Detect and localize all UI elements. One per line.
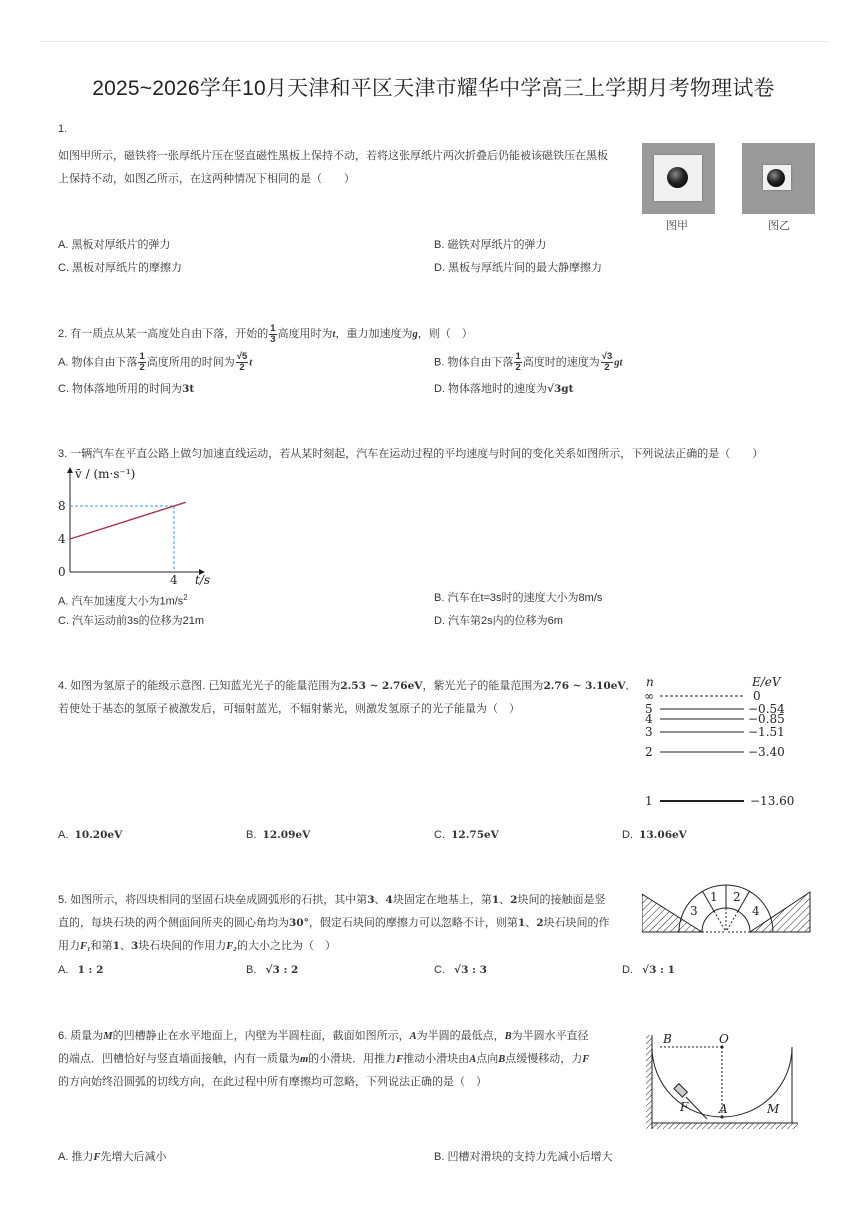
chart-ytick-4: 4 xyxy=(58,532,66,546)
q1-caption-a: 图甲 xyxy=(666,220,688,232)
header-rule xyxy=(40,41,827,42)
level-e-2: −3.40 xyxy=(748,745,785,759)
chart-series-line xyxy=(70,502,186,539)
q6-stem: 6. 质量为M的凹槽静止在水平地面上，内壁为半圆柱面，截面如图所示，A为半圆的最低点，B为半圆水平直径 的端点．凹槽恰好与竖直墙面接触，内有一质量为m的小滑块．用推力F推动小滑块由A点向B点缓慢移动，力F 的方向始终沿圆弧的切线方向，在此过程中所有摩擦均可忽略，下列说法正确的是（ ） xyxy=(58,1030,590,1088)
level-e-5: −0.54 xyxy=(748,702,785,716)
q1-stem-line1: 如图甲所示，磁铁将一张厚纸片压在竖直磁性黑板上保持不动，若将这张厚纸片两次折叠后仍能被该磁铁压在黑板 xyxy=(58,150,608,162)
q3-option-a[interactable]: A. 汽车加速度大小为$1m/s^2$ xyxy=(58,593,188,608)
chart-ytick-8: 8 xyxy=(58,499,66,513)
level-n-inf: ∞ xyxy=(644,689,654,703)
q5-stem: 5. 如图所示，将四块相同的坚固石块垒成圆弧形的石拱，其中第3、4块固定在地基上，第1、2块间的接触面是竖 直的，每块石块的两个侧面间所夹的圆心角均为30°，假定石块间的摩擦力可以忽略不计，则第1、2块石块间的作 用力F₁和第1、3块石块间的作用力F₂的大小之比为（ ） xyxy=(58,894,610,952)
q4-energy-level-diagram xyxy=(640,672,800,812)
stone-label-3: 3 xyxy=(690,904,698,918)
label-A: A xyxy=(719,1102,728,1116)
label-M: M xyxy=(767,1102,780,1116)
q3-velocity-chart xyxy=(54,462,224,588)
q1-option-a[interactable]: A. 黑板对厚纸片的弹力 xyxy=(58,239,171,251)
q5-option-a[interactable]: A. 1 : 2 xyxy=(58,964,104,976)
q2-option-b[interactable]: B. 物体自由下落 $\frac{1}{2}$ 高度时的速度为 $\frac{√3}{2}$ gt xyxy=(434,351,623,373)
wall-hatch xyxy=(646,1035,652,1129)
q3-option-b[interactable]: B. 汽车在t=3s时的速度大小为8m/s xyxy=(434,592,603,604)
level-e-header: E/eV xyxy=(752,675,781,689)
q1-option-d[interactable]: D. 黑板与厚纸片间的最大静摩擦力 xyxy=(434,262,603,274)
level-n-2: 2 xyxy=(645,745,653,759)
level-e-4: −0.85 xyxy=(748,712,785,726)
q4-stem: 4. 如图为氢原子的能级示意图. 已知蓝光光子的能量范围为2.53 ~ 2.76eV，紫光光子的能量范围为2.76 ~ 3.10eV, 若使处于基态的氢原子被激发后，可辐射蓝光，不辐射紫光，则激发氢原子的光子能量为（ ） xyxy=(58,680,629,715)
stone-label-2: 2 xyxy=(733,890,741,904)
chart-ytick-0: 0 xyxy=(58,565,66,579)
label-F: F xyxy=(680,1100,689,1114)
q4-option-c[interactable]: C. 12.75eV xyxy=(434,829,499,841)
chart-x-label: t/s xyxy=(195,573,211,587)
level-n-5: 5 xyxy=(645,702,653,716)
q1-caption-b: 图乙 xyxy=(768,220,790,232)
chart-y-label: v̄ / (m·s⁻¹) xyxy=(75,467,136,481)
stone-label-4: 4 xyxy=(752,904,760,918)
stone-label-1: 1 xyxy=(710,890,718,904)
level-e-inf: 0 xyxy=(753,689,761,703)
q5-option-d[interactable]: D. √3 : 1 xyxy=(622,964,675,976)
label-B: B xyxy=(663,1032,672,1046)
q5-stone-arch-diagram xyxy=(642,882,812,944)
chart-xtick-4: 4 xyxy=(170,573,178,587)
q4-option-d[interactable]: D. 13.06eV xyxy=(622,829,687,841)
q6-option-a[interactable]: A. 推力F先增大后减小 xyxy=(58,1151,167,1163)
q3-stem: 3. 一辆汽车在平直公路上做匀加速直线运动，若从某时刻起，汽车在运动过程的平均速度与时间的变化关系如图所示，下列说法正确的是（ ） xyxy=(58,448,764,460)
q1-stem xyxy=(58,145,638,191)
level-e-3: −1.51 xyxy=(748,725,785,739)
q4-option-a[interactable]: A. 10.20eV xyxy=(58,829,123,841)
level-n-header: n xyxy=(646,675,654,689)
slider-block xyxy=(674,1084,687,1097)
q2-option-c[interactable]: C. 物体落地所用的时间为3t xyxy=(58,383,195,395)
q1-option-c[interactable]: C. 黑板对厚纸片的摩擦力 xyxy=(58,262,183,274)
q3-option-d[interactable]: D. 汽车第2s内的位移为6m xyxy=(434,615,563,627)
q6-groove-diagram xyxy=(642,1025,812,1133)
q6-option-b[interactable]: B. 凹槽对滑块的支持力先减小后增大 xyxy=(434,1151,613,1163)
q1-number: 1. xyxy=(58,123,68,135)
level-n-4: 4 xyxy=(645,712,653,726)
q2-option-d[interactable]: D. 物体落地时的速度为√3gt xyxy=(434,383,574,395)
push-force-arrow xyxy=(686,1097,707,1119)
q1-stem-line2: 上保持不动，如图乙所示，在这两种情况下相同的是（ ） xyxy=(58,173,355,185)
q3-option-c[interactable]: C. 汽车运动前3s的位移为21m xyxy=(58,615,205,627)
level-n-3: 3 xyxy=(645,725,653,739)
q1-photo-a xyxy=(642,143,715,214)
ground-hatch xyxy=(652,1123,798,1129)
page-title: 2025~2026学年10月天津和平区天津市耀华中学高三上学期月考物理试卷 xyxy=(92,77,775,100)
level-e-1: −13.60 xyxy=(750,794,795,808)
q4-option-b[interactable]: B. 12.09eV xyxy=(246,829,311,841)
q5-option-c[interactable]: C. √3 : 3 xyxy=(434,964,487,976)
q2-option-a[interactable]: A. 物体自由下落 $\frac{1}{2}$ 高度所用的时间为 $\frac{√5}{2}$ t xyxy=(58,351,253,373)
label-O: O xyxy=(719,1032,729,1046)
q1-photo-b xyxy=(742,143,815,214)
level-n-1: 1 xyxy=(645,794,653,808)
q1-option-b[interactable]: B. 磁铁对厚纸片的弹力 xyxy=(434,239,547,251)
q2-stem: 2. 有一质点从某一高度处自由下落，开始的 $\frac{1}{3}$ 高度用时为t，重力加速度为g，则（ ） xyxy=(58,322,473,345)
q5-option-b[interactable]: B. √3 : 2 xyxy=(246,964,299,976)
